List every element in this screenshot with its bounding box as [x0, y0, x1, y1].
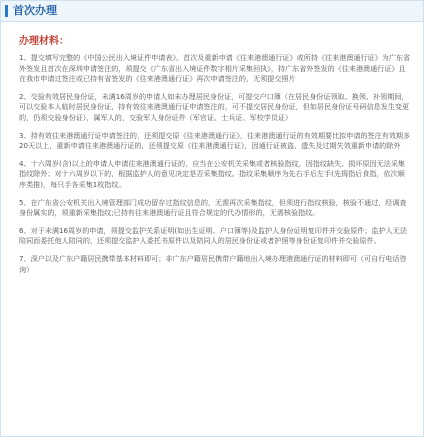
materials-heading: 办理材料： — [19, 36, 69, 47]
material-item-2: 2、交验有效居民身份证，未满16周岁的申请人如未办理居民身份证，可提交户口簿（在居民身份证领取、换领、补领期间，可以交验本人临时居民身份证，持有效往来港澳通行证申请签注的，可不提交居民身份证，但如居民身份证号码信息发生变更的，仍须交验身份证），属军人的，交验军人身份证件（军官证、士兵证、军校学员证） — [19, 91, 410, 122]
section-tab-header — [1, 1, 423, 22]
material-item-4: 4、十六周岁(含)以上的申请人申请往来港澳通行证的，应当在公安机关采集或者核验指纹，因指纹缺失、损坏原因无法采集指纹除外；对十六周岁以下的，根据监护人的意见决定是否采集指纹。指纹采集顺序为先右手后左手(先拇指后食指，依次顺序类推)，每只手各采集1枚指纹。 — [19, 158, 406, 189]
material-item-3: 3、持有效往来港澳通行证申请签注的，还须提交原《往来港澳通行证》，往来港澳通行证的有效期要比拟申请的签注有效期多20天以上，重新申请往来港澳通行证的，还须提交原《往来港澳通行证》，因通行证被盗、遗失及过期失效重新申请的除外 — [19, 130, 411, 151]
material-item-6: 6、对于未满16周岁的申请，须提交监护关系证明(如出生证明、户口簿等)及监护人身份证明复印件并交验原件；监护人无法陪同而委托他人陪同的，还须提交监护人委托书原件以及陪同人的居民身份证或者护照等身份证复印件并交验原件。 — [19, 225, 407, 246]
tab-title: 首次办理 — [13, 4, 57, 17]
material-item-1: 1、提交填写完整的《中国公民出入境证件申请表》。首次及重新申请《往来港澳通行证》或所持《往来港澳通行证》为广东省外签发且首次在深圳申请签注的，须提交《广东省出入境证件数字相片采集回执》，持广东省外签发的《往来港澳通行证》且在我市申请过签注或已持有省签发的《往来港澳通行证》再次申请签注的，无须提交照片 — [19, 53, 411, 84]
materials-list — [19, 53, 411, 282]
material-item-7: 7、深户以及广东户籍居民携带基本材料即可；非广东户籍居民携带户籍地出入境办理港澳通行证的材料即可（可自行电话咨询） — [19, 253, 407, 274]
material-item-5: 5、在广东省公安机关出入境管理部门成功留存过指纹信息的，无需再次采集指纹，但须进行指纹核验，核验不通过，经调查身份属实的，须重新采集指纹;已持有往来港澳通行证且符合规定的代办情形的，无需核验指纹。 — [19, 197, 407, 218]
tab-accent-bar — [5, 5, 8, 17]
